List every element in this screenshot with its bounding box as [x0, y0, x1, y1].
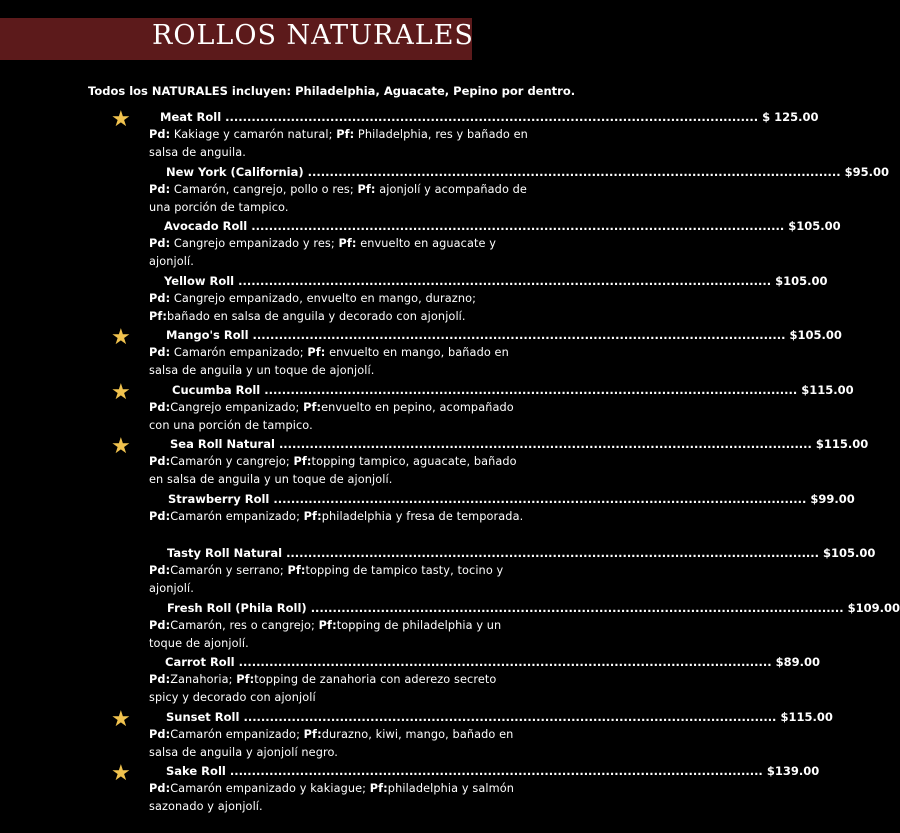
menu-list — [0, 107, 900, 817]
pf-text: envuelto en pepino, acompañado con una porción de tampico. — [149, 400, 514, 432]
menu-item-description — [149, 181, 529, 217]
menu-item-description — [149, 780, 529, 816]
menu-item-description — [149, 562, 529, 598]
dot-leader: .......................................................................................................................... — [252, 328, 786, 342]
menu-item-price: $139.00 — [766, 764, 820, 778]
dot-leader: .......................................................................................................................... — [238, 273, 772, 288]
pf-label: Pf: — [293, 455, 312, 468]
pf-text: topping de zanahoria con aderezo secreto spicy y decorado con ajonjolí — [149, 673, 497, 704]
pf-text: philadelphia y fresa de temporada. — [321, 509, 524, 523]
menu-item-price: $89.00 — [775, 655, 820, 669]
menu-item-description — [149, 726, 529, 762]
menu-item-header — [166, 326, 842, 344]
menu-item-name: New York (California) — [166, 164, 304, 179]
pd-text: Camarón empanizado; — [170, 509, 304, 523]
menu-item — [0, 434, 869, 490]
pf-text: ajonjolí y acompañado de una porción de tampico. — [149, 182, 527, 214]
menu-item-name: Sea Roll Natural — [170, 437, 275, 451]
menu-item-name: Tasty Roll Natural — [167, 546, 283, 560]
dot-leader: .......................................................................................................................... — [310, 600, 844, 615]
menu-item-header — [165, 653, 820, 671]
menu-item-price: $95.00 — [844, 164, 889, 179]
pd-label: Pd: — [149, 291, 171, 305]
pd-text: Camarón empanizado; — [170, 346, 308, 359]
pd-label: Pd: — [149, 509, 171, 523]
star-icon: ★ — [111, 761, 131, 786]
menu-item-price: $115.00 — [815, 437, 869, 451]
menu-item-header — [164, 217, 841, 235]
pf-label: Pf: — [369, 782, 388, 795]
pf-label: Pf: — [336, 128, 355, 141]
pd-label: Pd: — [149, 128, 171, 141]
menu-item-price: $115.00 — [801, 382, 854, 397]
menu-item-name: Mango's Roll — [166, 328, 249, 342]
pf-text: topping de philadelphia y un toque de ajonjolí. — [149, 618, 502, 650]
intro-text: Todos los NATURALES incluyen: Philadelphia, Aguacate, Pepino por dentro. — [88, 84, 576, 98]
star-icon: ★ — [111, 325, 131, 350]
menu-item — [0, 599, 900, 654]
dot-leader: .......................................................................................................................... — [243, 709, 777, 724]
pd-text: Zanahoria; — [170, 673, 237, 686]
pf-label: Pf: — [236, 673, 255, 686]
pf-label: Pf: — [338, 237, 357, 250]
menu-item — [0, 653, 820, 708]
pf-label: Pf: — [303, 509, 322, 523]
menu-item-header — [172, 381, 854, 399]
pf-text: topping de tampico tasty, tocino y ajonjolí. — [149, 564, 504, 595]
pd-label: Pd: — [149, 673, 171, 686]
menu-item-price: $109.00 — [847, 600, 900, 615]
pf-label: Pf: — [307, 346, 326, 359]
star-icon: ★ — [111, 379, 131, 405]
pd-text: Kakiage y camarón natural; — [170, 128, 337, 141]
star-icon: ★ — [111, 107, 131, 132]
menu-item-name: Carrot Roll — [165, 655, 235, 669]
menu-item-price: $105.00 — [789, 328, 842, 342]
pd-label: Pd: — [149, 727, 171, 741]
menu-item-name: Avocado Roll — [164, 219, 248, 233]
dot-leader: .......................................................................................................................... — [286, 546, 820, 560]
dot-leader: .......................................................................................................................... — [264, 382, 798, 397]
menu-item-price: $99.00 — [810, 491, 855, 506]
star-icon: ★ — [111, 434, 131, 459]
menu-item-description — [149, 671, 529, 707]
pd-text: Camarón y serrano; — [170, 564, 288, 577]
pf-label: Pf: — [303, 400, 322, 414]
menu-item-name: Yellow Roll — [164, 273, 235, 288]
pf-label: Pf: — [318, 618, 337, 632]
menu-item-name: Cucumba Roll — [172, 382, 261, 397]
dot-leader: .......................................................................................................................... — [251, 219, 785, 233]
menu-item-description — [149, 290, 529, 326]
menu-item-price: $115.00 — [780, 709, 833, 724]
pd-text: Cangrejo empanizado; — [170, 400, 304, 414]
menu-item — [0, 163, 889, 218]
pd-label: Pd: — [149, 346, 171, 359]
menu-item — [0, 107, 819, 163]
menu-item-header — [167, 544, 876, 562]
menu-item — [0, 490, 855, 545]
menu-item-header — [160, 108, 819, 126]
menu-item-header — [164, 272, 828, 290]
pf-text: philadelphia y salmón sazonado y ajonjolí. — [149, 782, 514, 813]
dot-leader: .......................................................................................................................... — [273, 491, 807, 506]
pd-text: Camarón, cangrejo, pollo o res; — [170, 182, 358, 196]
dot-leader: .......................................................................................................................... — [307, 164, 841, 179]
dot-leader: .......................................................................................................................... — [225, 110, 759, 124]
pf-label: Pf: — [303, 727, 322, 741]
menu-item-header — [166, 708, 833, 726]
menu-item — [0, 325, 842, 381]
menu-item — [0, 272, 828, 327]
pf-text: Philadelphia, res y bañado en salsa de anguila. — [149, 128, 528, 159]
menu-item-price: $105.00 — [788, 219, 841, 233]
pd-label: Pd: — [149, 618, 171, 632]
menu-item-name: Strawberry Roll — [168, 491, 270, 506]
menu-item-name: Sake Roll — [166, 764, 226, 778]
menu-item — [0, 217, 841, 272]
dot-leader: .......................................................................................................................... — [278, 437, 812, 451]
pd-label: Pd: — [149, 782, 171, 795]
pd-label: Pd: — [149, 564, 171, 577]
pd-text: Cangrejo empanizado y res; — [170, 237, 339, 250]
menu-item-header — [168, 490, 855, 508]
dot-leader: .......................................................................................................................... — [229, 764, 763, 778]
pd-label: Pd: — [149, 455, 171, 468]
page-title: ROLLOS NATURALES — [152, 20, 474, 51]
menu-item — [0, 706, 833, 763]
pd-text: Camarón empanizado; — [170, 727, 304, 741]
pd-label: Pd: — [149, 182, 171, 196]
star-icon: ★ — [111, 706, 131, 732]
menu-item-description — [149, 235, 529, 271]
pf-text: envuelto en aguacate y ajonjolí. — [149, 237, 497, 268]
dot-leader: .......................................................................................................................... — [238, 655, 772, 669]
menu-item-name: Meat Roll — [160, 110, 222, 124]
menu-item — [0, 544, 876, 599]
pd-label: Pd: — [149, 400, 171, 414]
pf-text: durazno, kiwi, mango, bañado en salsa de anguila y ajonjolí negro. — [149, 727, 514, 759]
menu-item — [0, 379, 854, 436]
menu-item-name: Fresh Roll (Phila Roll) — [167, 600, 307, 615]
menu-item-description — [149, 617, 529, 653]
menu-item-header — [166, 163, 889, 181]
menu-item-description — [149, 453, 529, 489]
pd-text: Camarón empanizado y kakiague; — [170, 782, 370, 795]
pd-text: Camarón y cangrejo; — [170, 455, 294, 468]
menu-item-description — [149, 126, 529, 162]
pf-text: topping tampico, aguacate, bañado en salsa de anguila y un toque de ajonjolí. — [149, 455, 517, 486]
pd-label: Pd: — [149, 237, 171, 250]
pd-text: Camarón, res o cangrejo; — [170, 618, 319, 632]
menu-item-description — [149, 399, 529, 435]
menu-item-name: Sunset Roll — [166, 709, 240, 724]
menu-item-description — [149, 344, 529, 380]
menu-item-price: $105.00 — [823, 546, 876, 560]
menu-item-header — [170, 435, 869, 453]
pf-text: envuelto en mango, bañado en salsa de anguila y un toque de ajonjolí. — [149, 346, 509, 377]
pf-label: Pf: — [357, 182, 376, 196]
pf-label: Pf: — [149, 309, 168, 323]
menu-item — [0, 761, 820, 817]
menu-item-price: $ 125.00 — [762, 110, 819, 124]
pf-label: Pf: — [287, 564, 306, 577]
pf-text: bañado en salsa de anguila y decorado con ajonjolí. — [167, 309, 466, 323]
menu-item-header — [166, 762, 820, 780]
pd-text: Cangrejo empanizado, envuelto en mango, durazno; — [170, 291, 477, 305]
menu-item-price: $105.00 — [775, 273, 828, 288]
menu-item-description — [149, 508, 529, 526]
menu-item-header — [167, 599, 900, 617]
